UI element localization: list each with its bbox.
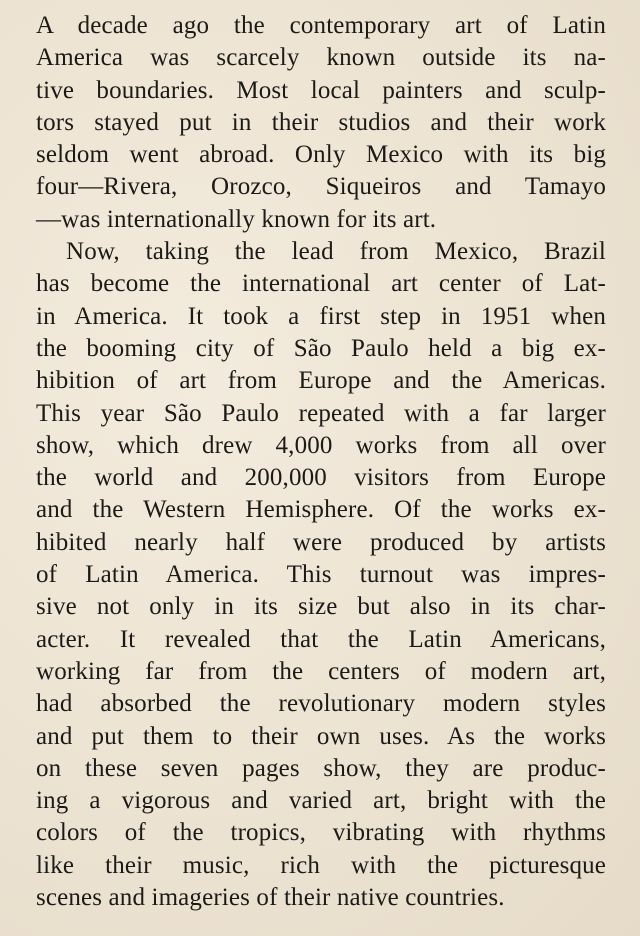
text-line: acter. It revealed that the Latin Americans, [36,625,606,653]
text-line: and put them to their own uses. As the works [36,722,606,750]
text-line: America was scarcely known outside its na- [36,44,606,72]
text-line: seldom went abroad. Only Mexico with its big [36,141,606,169]
text-line: hibited nearly half were produced by artists [36,528,606,556]
text-line: A decade ago the contemporary art of Latin [36,12,606,39]
text-line: of Latin America. This turnout was impres- [36,561,606,589]
text-line: Now, taking the lead from Mexico, Brazil [66,238,606,266]
text-line: tive boundaries. Most local painters and sculp- [36,76,606,104]
text-line: colors of the tropics, vibrating with rhythms [36,819,606,847]
text-line: working far from the centers of modern art, [36,657,606,685]
text-line: four—Rivera, Orozco, Siqueiros and Tamayo [36,173,606,201]
text-line: had absorbed the revolutionary modern styles [36,690,606,718]
text-line: and the Western Hemisphere. Of the works ex- [36,496,606,524]
text-line: sive not only in its size but also in its char- [36,593,606,621]
text-line: This year São Paulo repeated with a far larger [36,399,606,427]
text-line: in America. It took a first step in 1951 when [36,302,606,330]
paragraph-2 [36,236,606,914]
text-line: on these seven pages show, they are produc- [36,754,606,782]
text-line: scenes and imageries of their native countries. [36,884,505,912]
text-line: tors stayed put in their studios and their work [36,108,606,136]
text-line: ing a vigorous and varied art, bright with the [36,787,606,815]
text-line: show, which drew 4,000 works from all over [36,431,606,459]
text-line: —was internationally known for its art. [36,205,437,233]
text-line: has become the international art center of Lat- [36,270,606,298]
text-line: hibition of art from Europe and the Americas. [36,367,606,395]
text-line: the booming city of São Paulo held a big ex- [36,334,606,362]
text-line: like their music, rich with the picturesque [36,851,606,879]
text-line: the world and 200,000 visitors from Europe [36,464,606,492]
paragraph-1 [36,10,606,236]
